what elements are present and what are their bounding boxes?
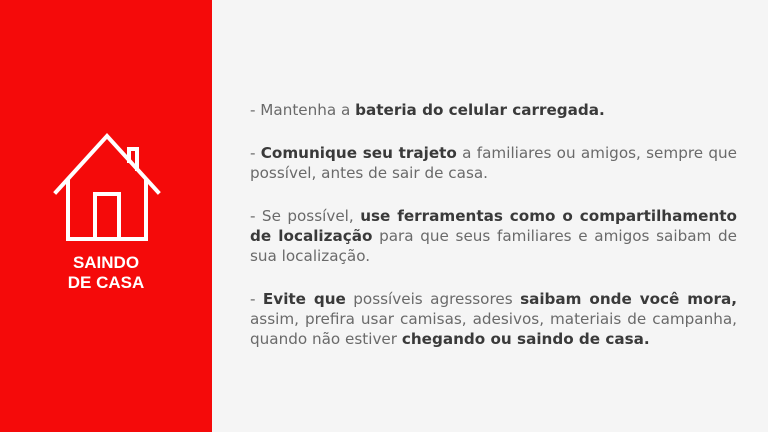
tip-text: para que seus familiares e amigos saibam de sua localização. xyxy=(250,227,737,265)
tip-text: - Se possível, xyxy=(250,207,361,225)
tip-location-sharing xyxy=(250,206,737,266)
sidebar-title-line-2: DE CASA xyxy=(67,273,145,292)
tip-text: assim, prefira usar camisas, adesivos, materiais de campanha, quando não estiver xyxy=(250,310,737,348)
tip-text: - Mantenha a xyxy=(250,101,356,119)
tip-highlight: Evite que xyxy=(262,290,346,308)
sidebar-title xyxy=(0,253,212,293)
tip-highlight: Comunique seu trajeto xyxy=(260,144,457,162)
tips-content xyxy=(250,100,737,349)
tip-share-route xyxy=(250,143,737,183)
tip-highlight: bateria do celular carregada. xyxy=(355,101,605,119)
tip-highlight: use ferramentas como o compartilhamento de localização xyxy=(250,207,737,245)
tip-text: - xyxy=(250,144,261,162)
sidebar-title-line-1: SAINDO xyxy=(72,253,140,272)
tip-battery xyxy=(250,100,737,120)
tip-highlight: chegando ou saindo de casa. xyxy=(401,330,650,348)
tip-avoid-exposure xyxy=(250,289,737,349)
tip-text: a familiares ou amigos, sempre que possível, antes de sair de casa. xyxy=(250,144,737,182)
tip-text: possíveis agressores xyxy=(345,290,521,308)
tip-highlight: saibam onde você mora, xyxy=(520,290,737,308)
house-icon xyxy=(53,130,161,242)
sidebar-panel xyxy=(0,0,212,432)
tip-text: - xyxy=(250,290,263,308)
